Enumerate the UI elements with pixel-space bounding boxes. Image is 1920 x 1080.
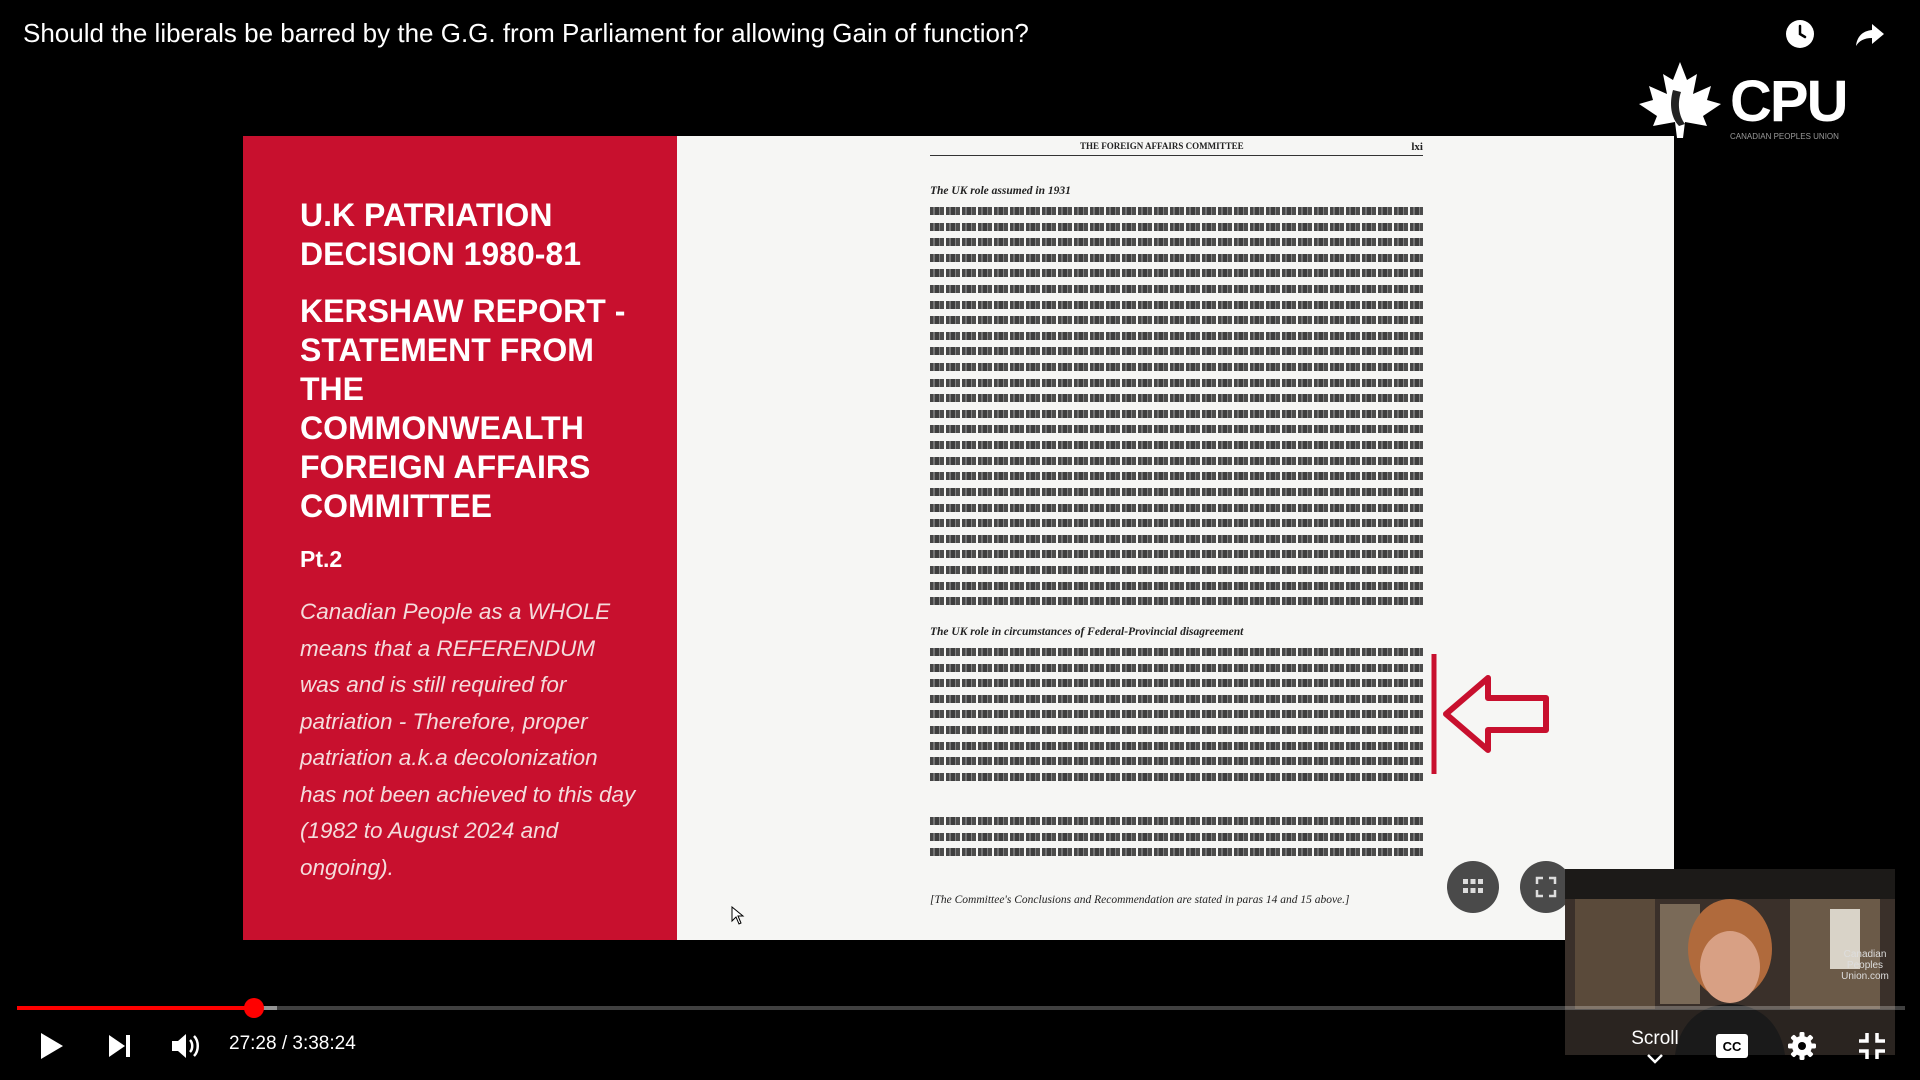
scrubber-handle[interactable] xyxy=(244,998,264,1018)
document-header xyxy=(930,141,1423,156)
time-total: 3:38:24 xyxy=(292,1033,356,1054)
play-button[interactable] xyxy=(30,1025,72,1067)
logo-tagline: CANADIAN PEOPLES UNION xyxy=(1730,132,1839,141)
grid-view-button[interactable] xyxy=(1447,861,1499,913)
time-separator: / xyxy=(276,1033,293,1054)
document-closing-note: [The Committee's Conclusions and Recommendation are stated in paras 14 and 15 above.] xyxy=(930,894,1350,906)
document-paragraph-132 xyxy=(930,203,1423,484)
left-arrow-icon xyxy=(1430,654,1560,784)
document-page-number: lxi xyxy=(1411,141,1423,153)
document-paragraph-134 xyxy=(930,644,1423,784)
next-button[interactable] xyxy=(98,1025,140,1067)
slide-heading-kershaw: KERSHAW REPORT - STATEMENT FROM THE COMMONWEALTH FOREIGN AFFAIRS COMMITTEE xyxy=(300,293,626,524)
volume-icon xyxy=(170,1031,202,1061)
subtitles-button[interactable] xyxy=(1711,1025,1753,1067)
play-icon xyxy=(37,1031,65,1061)
progress-bar[interactable] xyxy=(17,1006,1905,1010)
expand-icon xyxy=(1534,875,1558,899)
gear-icon xyxy=(1787,1031,1817,1061)
scanned-document xyxy=(930,136,1430,940)
channel-logo xyxy=(1635,60,1865,145)
time-display xyxy=(229,1033,356,1055)
presentation-slide xyxy=(243,136,1674,940)
mouse-cursor-icon xyxy=(731,906,745,926)
slide-red-panel xyxy=(243,136,677,940)
scroll-for-details-button[interactable] xyxy=(1630,1028,1680,1072)
closed-captions-icon xyxy=(1715,1033,1749,1059)
slide-body-text: Canadian People as a WHOLE means that a REFERENDUM was and is still required for patriation - Therefore, proper patriation a.k.a decolonization has not been achieved to this day (1982 to August 2024 and ongoing). xyxy=(300,599,636,880)
webcam-watermark: Canadian Peoples Union.com xyxy=(1841,949,1889,982)
time-current: 27:28 xyxy=(229,1033,277,1054)
share-button[interactable] xyxy=(1850,14,1890,54)
document-paragraph-135 xyxy=(930,813,1423,860)
document-paragraph-133 xyxy=(930,484,1423,609)
scroll-label: Scroll xyxy=(1631,1028,1679,1049)
exit-fullscreen-button[interactable] xyxy=(1851,1025,1893,1067)
maple-leaf-icon xyxy=(1635,60,1725,140)
grid-icon xyxy=(1461,875,1485,899)
slide-part-label: Pt.2 xyxy=(300,546,343,572)
video-title: Should the liberals be barred by the G.G. from Parliament for allowing Gain of function? xyxy=(23,18,1029,48)
slide-heading-patriation: U.K PATRIATION DECISION 1980-81 xyxy=(300,197,582,272)
clock-icon xyxy=(1784,18,1816,50)
exit-fullscreen-icon xyxy=(1857,1031,1887,1061)
chevron-down-icon xyxy=(1645,1052,1665,1066)
progress-played xyxy=(17,1006,254,1010)
document-header-title: THE FOREIGN AFFAIRS COMMITTEE xyxy=(1080,141,1244,151)
logo-text: CPU xyxy=(1730,69,1847,134)
settings-button[interactable] xyxy=(1781,1025,1823,1067)
share-arrow-icon xyxy=(1854,18,1886,50)
document-section-disagreement: The UK role in circumstances of Federal-Provincial disagreement xyxy=(930,626,1244,638)
cc-label: CC xyxy=(1722,1039,1742,1054)
watch-later-button[interactable] xyxy=(1780,14,1820,54)
document-section-1931: The UK role assumed in 1931 xyxy=(930,185,1071,197)
next-icon xyxy=(105,1031,133,1061)
volume-button[interactable] xyxy=(165,1025,207,1067)
